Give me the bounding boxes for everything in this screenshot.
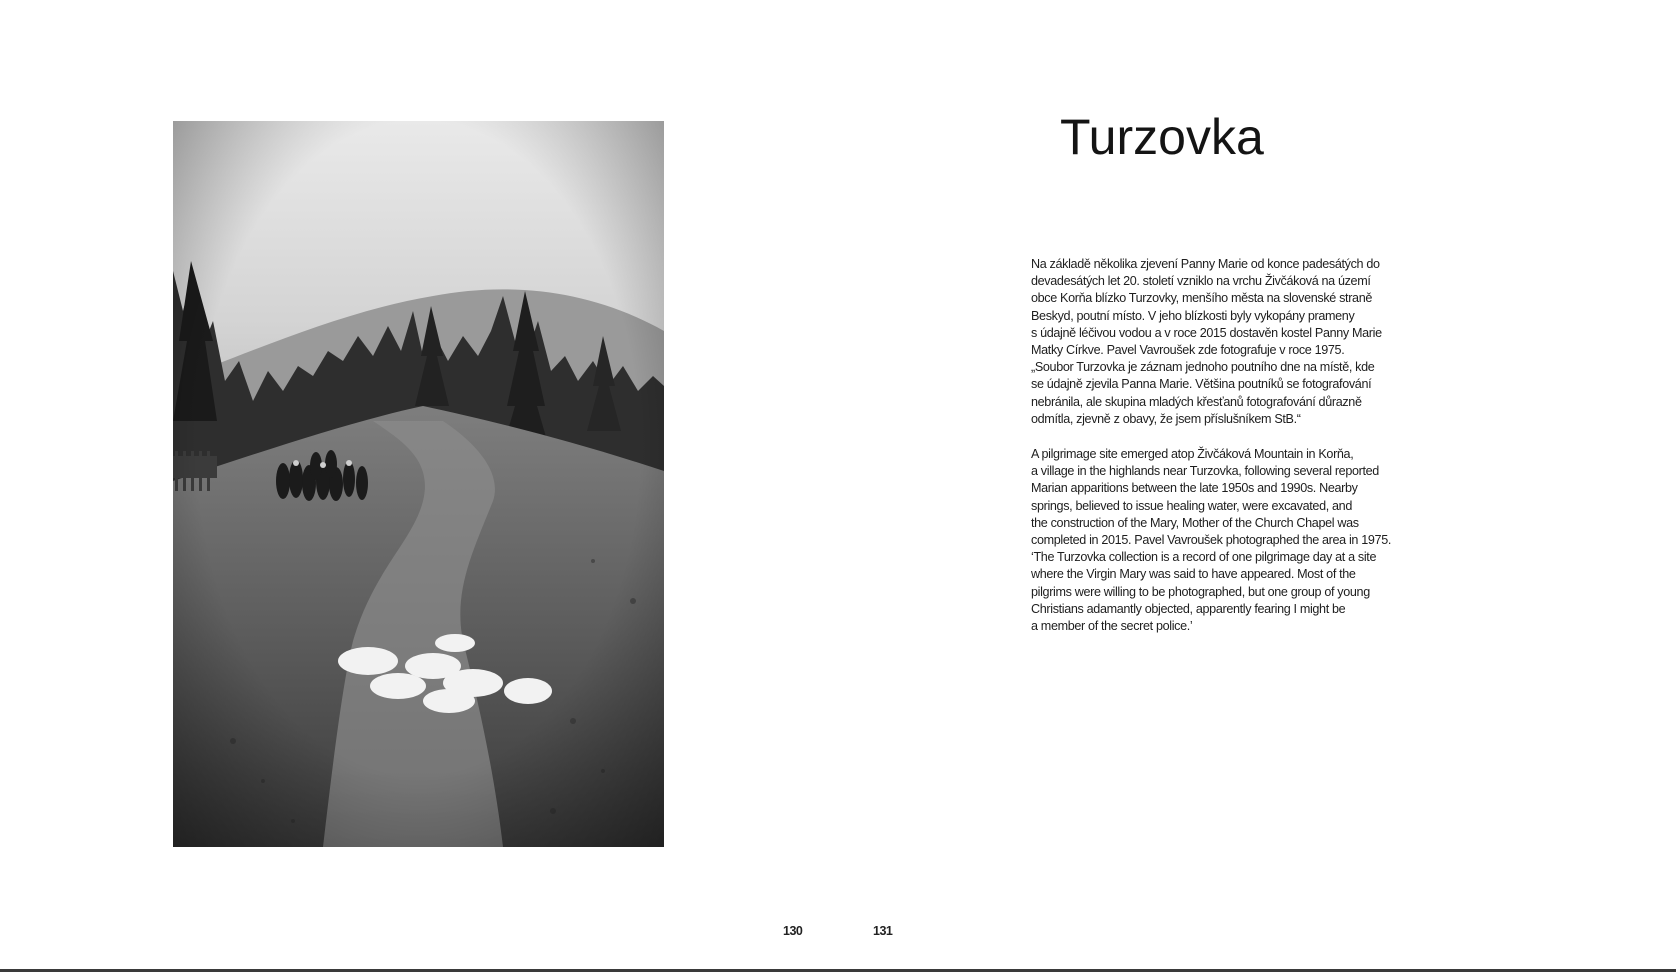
text-line: springs, believed to issue healing water, were excavated, and	[1031, 498, 1352, 513]
english-paragraph	[1031, 446, 1501, 635]
czech-paragraph	[1031, 256, 1501, 428]
text-line: A pilgrimage site emerged atop Živčáková Mountain in Korňa,	[1031, 447, 1354, 461]
text-line: Marian apparitions between the late 1950s and 1990s. Nearby	[1031, 481, 1358, 496]
pilgrimage-photo	[173, 121, 664, 847]
text-line: Matky Církve. Pavel Vavroušek zde fotografuje v roce 1975.	[1031, 343, 1345, 358]
text-line: Na základě několika zjevení Panny Marie od konce padesátých do	[1031, 257, 1380, 271]
text-line: Beskyd, poutní místo. V jeho blízkosti byly vykopány prameny	[1031, 308, 1355, 323]
page-number-left: 130	[783, 924, 803, 938]
text-line: „Soubor Turzovka je záznam jednoho poutního dne na místě, kde	[1031, 360, 1375, 375]
page-title: Turzovka	[1060, 109, 1264, 165]
text-line: the construction of the Mary, Mother of the Church Chapel was	[1031, 515, 1359, 530]
text-line: odmítla, zjevně z obavy, že jsem příslušníkem StB.“	[1031, 411, 1301, 426]
text-line: obce Korňa blízko Turzovky, menšího města na slovenské straně	[1031, 291, 1373, 306]
text-line: a member of the secret police.’	[1031, 619, 1193, 634]
text-line: devadesátých let 20. století vzniklo na vrchu Živčáková na území	[1031, 274, 1371, 289]
black-and-white-photograph-icon	[173, 121, 664, 847]
text-line: ‘The Turzovka collection is a record of one pilgrimage day at a site	[1031, 550, 1377, 565]
text-line: nebránila, ale skupina mladých křesťanů fotografování důrazně	[1031, 394, 1362, 409]
text-line: completed in 2015. Pavel Vavroušek photographed the area in 1975.	[1031, 533, 1391, 548]
text-line: Christians adamantly objected, apparently fearing I might be	[1031, 601, 1346, 616]
text-line: s údajně léčivou vodou a v roce 2015 dostavěn kostel Panny Marie	[1031, 325, 1382, 340]
text-line: where the Virgin Mary was said to have appeared. Most of the	[1031, 567, 1356, 582]
text-line: se údajně zjevila Panna Marie. Většina poutníků se fotografování	[1031, 377, 1372, 392]
text-line: a village in the highlands near Turzovka, following several reported	[1031, 464, 1379, 479]
page-number-right: 131	[873, 924, 893, 938]
text-line: pilgrims were willing to be photographed, but one group of young	[1031, 584, 1370, 599]
